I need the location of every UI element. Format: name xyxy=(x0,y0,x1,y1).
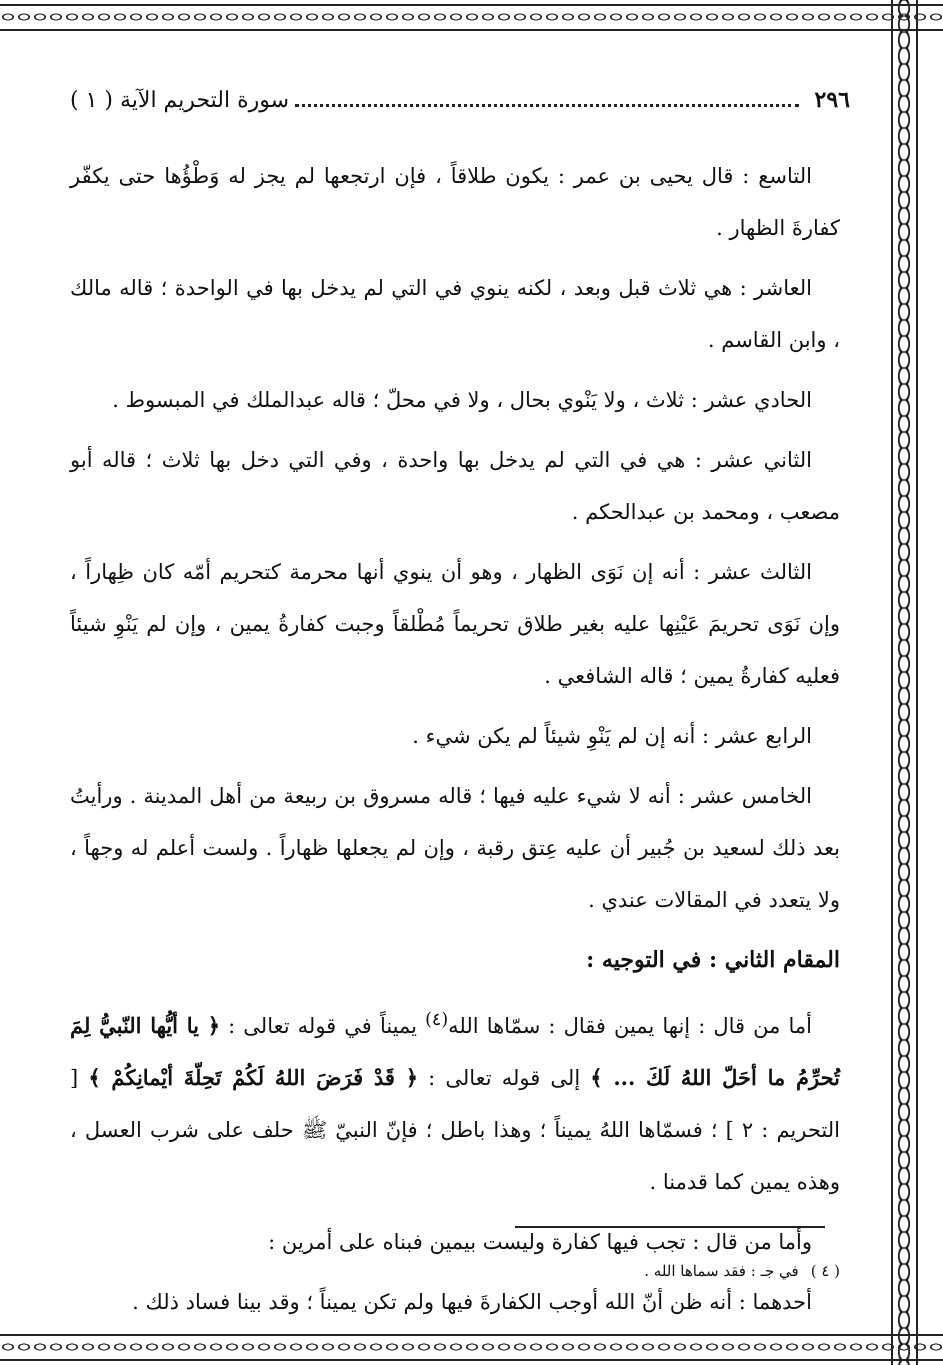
paragraph: العاشر : هي ثلاث قبل وبعد ، لكنه ينوي في التي لم يدخل بها في الواحدة ؛ قاله مالك ، وابن القاسم . xyxy=(70,276,840,352)
quran-verse: ﴿ قَدْ فَرَضَ اللهُ لَكُمْ تَحِلّةَ أيْمانِكُمْ ﴾ xyxy=(88,1065,419,1090)
border-line xyxy=(0,4,943,6)
paragraph: الثالث عشر : أنه إن نَوَى الظهار ، وهو أن ينوي أنها محرمة كتحريم أمّه كان ظِهاراً ، وإن نَوَى تحريمَ عَيْنِها عليه بغير طلاق تحريماً مُطْلقاً وجبت كفارةُ يمين ، وإن لم يَنْوِ شيئاً فعليه كفارةُ يمين ؛ قاله الشافعي . xyxy=(70,560,840,688)
paragraph: التاسع : قال يحيى بن عمر : يكون طلاقاً ، فإن ارتجعها لم يجز له وَطْؤُها حتى يكفّر كفارةَ الظهار . xyxy=(70,164,840,240)
paragraph: أحدهما : أنه ظن أنّ الله أوجب الكفارةَ فيها ولم تكن يميناً ؛ وقد بينا فساد ذلك . xyxy=(132,1290,812,1314)
paragraph: الحادي عشر : ثلاث ، ولا يَنْوي بحال ، ولا في محلّ ؛ قاله عبدالملك في المبسوط . xyxy=(112,388,812,412)
paragraph-text: يميناً في قوله تعالى : xyxy=(228,1014,426,1038)
running-header xyxy=(70,82,850,118)
quran-verse: ﴿ يا أيُّها النّبيُّ لِمَ تُحرِّمُ ما أحَلّ اللهُ لَكَ ... ﴾ xyxy=(70,1013,840,1090)
border-line xyxy=(916,0,918,1365)
border-line xyxy=(891,0,893,1365)
paragraph-text: [ التحريم : ٢ ] ؛ فسمّاها اللهُ يميناً ؛ وهذا باطل ؛ فإنّ النبيّ ﷺ حلف على شرب العسل ، وهذه يمين كما قدمنا . xyxy=(70,1066,840,1194)
decorative-border-right xyxy=(893,0,915,1365)
decorative-border-top xyxy=(0,6,943,28)
leader-dots xyxy=(295,94,799,107)
footnote-reference: (٤) xyxy=(425,1010,449,1030)
page-body xyxy=(70,150,840,1336)
footnote-separator xyxy=(515,1226,825,1228)
paragraph xyxy=(70,994,840,1208)
paragraph: الخامس عشر : أنه لا شيء عليه فيها ؛ قاله مسروق بن ربيعة من أهل المدينة . ورأيتُ بعد ذلك لسعيد بن جُبير أن عليه عِتق رقبة ، وإن لم يجعلها ظهاراً . ولست أعلم له وجهاً ، ولا يتعدد في المقالات عندي . xyxy=(70,784,840,912)
paragraph: الرابع عشر : أنه إن لم يَنْوِ شيئاً لم يكن شيء . xyxy=(412,724,812,748)
paragraph: وأما من قال : تجب فيها كفارة وليست بيمين فبناه على أمرين : xyxy=(268,1230,812,1254)
footnote-text: في جـ : فقد سماها الله . xyxy=(644,1262,799,1280)
running-title: سورة التحريم الآية ( ١ ) xyxy=(70,87,290,113)
paragraph: الثاني عشر : هي في التي لم يدخل بها واحدة ، وفي التي دخل بها ثلاث ؛ قاله أبو مصعب ، ومحمد بن عبدالحكم . xyxy=(70,448,840,524)
border-line xyxy=(0,29,943,31)
section-heading: المقام الثاني : في التوجيه : xyxy=(586,947,840,973)
decorative-border-bottom xyxy=(0,1336,943,1358)
page-number: ٢٩٦ xyxy=(814,87,850,113)
paragraph-text: إلى قوله تعالى : xyxy=(418,1066,591,1090)
footnote xyxy=(520,1262,840,1280)
paragraph-text: أما من قال : إنها يمين فقال : سمّاها الله xyxy=(448,1014,812,1038)
footnote-number: ( ٤ ) xyxy=(810,1262,840,1280)
border-line xyxy=(0,1359,943,1361)
